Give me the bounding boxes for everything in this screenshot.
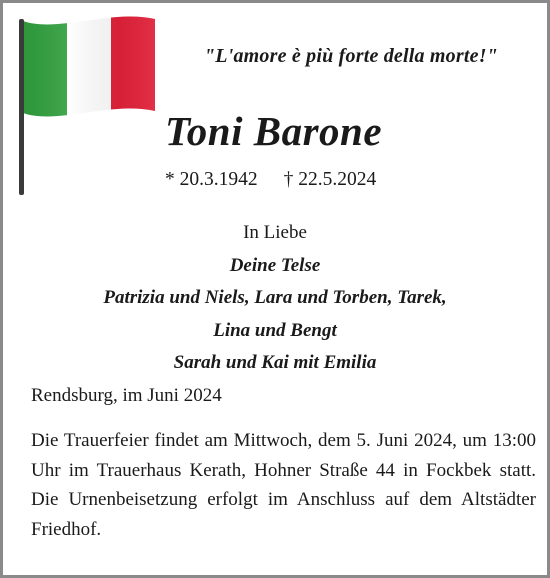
- life-dates: [165, 169, 376, 191]
- place-date: Rendsburg, im Juni 2024: [31, 385, 222, 406]
- deceased-name: Toni Barone: [165, 108, 383, 154]
- death-date: † 22.5.2024: [283, 169, 377, 190]
- mourners-block: [3, 217, 547, 380]
- mourner-line: Patrizia und Niels, Lara und Torben, Tarek,: [103, 287, 447, 308]
- mourner-line: Deine Telse: [229, 254, 321, 276]
- mourner-line: Lina und Bengt: [213, 319, 337, 341]
- italian-flag-icon: [17, 13, 162, 195]
- service-info: Die Trauerfeier findet am Mittwoch, dem 5. Juni 2024, um 13:00 Uhr im Trauerhaus Kerath, Hohner Straße 44 in Fockbek statt. Die Urnenbeisetzung erfolgt im Anschluss auf dem Altstädter Friedhof.: [31, 430, 536, 540]
- motto-quote: "L'amore è più forte della morte!": [204, 45, 498, 67]
- mourner-line: Sarah und Kai mit Emilia: [173, 352, 377, 373]
- birth-date: * 20.3.1942: [165, 169, 258, 190]
- mourners-intro: In Liebe: [243, 222, 307, 243]
